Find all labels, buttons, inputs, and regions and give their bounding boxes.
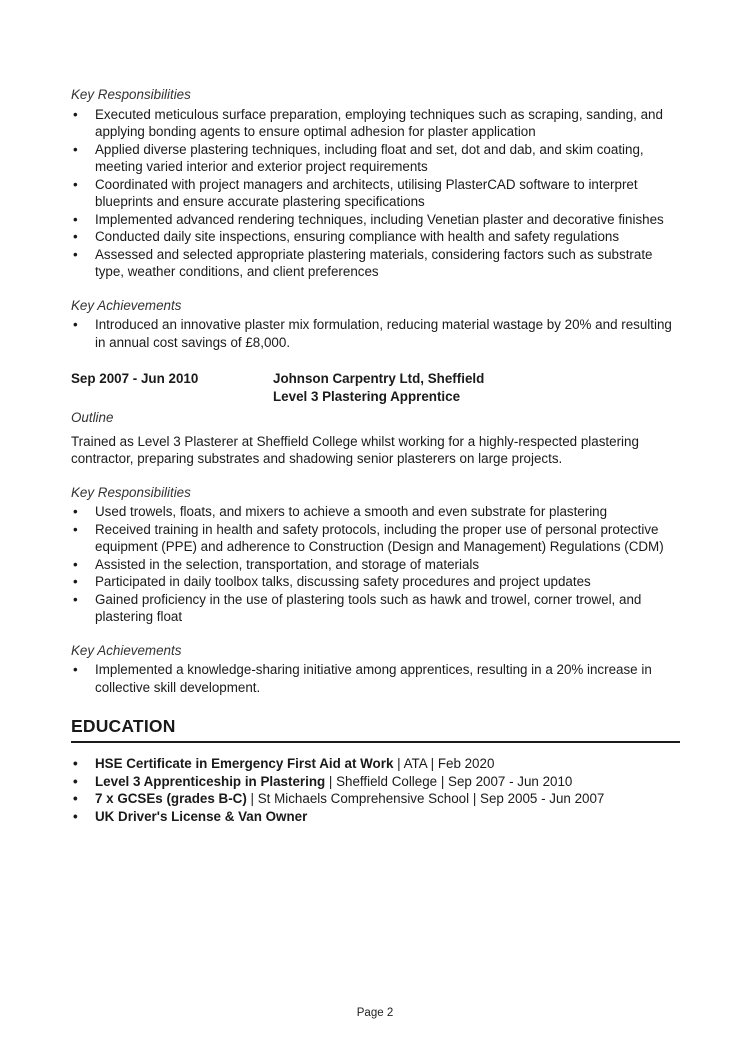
achievements-heading: Key Achievements [71, 642, 182, 658]
list-item [71, 176, 680, 211]
list-item-text: Executed meticulous surface preparation, employing techniques such as scraping, sanding, and applying bonding agents to ensure optimal adhesion for plaster application [95, 106, 663, 139]
list-item [71, 316, 680, 351]
job-employer-block [273, 370, 484, 405]
job2-achievements-list [71, 661, 680, 696]
list-item [71, 246, 680, 281]
job-company: Johnson Carpentry Ltd, Sheffield [273, 371, 485, 386]
job2-responsibilities-list [71, 503, 680, 626]
education-item [71, 773, 680, 791]
education-item [71, 790, 680, 808]
job1-responsibilities-list [71, 106, 680, 281]
bullet-icon: • [73, 808, 78, 824]
bullet-icon: • [73, 791, 78, 806]
list-item-text: Coordinated with project managers and architects, utilising PlasterCAD software to interpret blueprints and ensure accurate plastering specifications [95, 176, 638, 209]
job-title: Level 3 Plastering Apprentice [273, 388, 461, 404]
bullet-icon: • [73, 574, 78, 589]
education-item-details: | St Michaels Comprehensive School | Sep 2005 - Jun 2007 [246, 791, 605, 806]
bullet-icon: • [73, 176, 78, 192]
list-item [71, 556, 680, 574]
bullet-icon: • [73, 591, 78, 607]
responsibilities-heading: Key Responsibilities [71, 484, 191, 500]
education-list [71, 755, 680, 825]
list-item [71, 211, 680, 229]
list-item-text: Gained proficiency in the use of plastering tools such as hawk and trowel, corner trowel, and plastering float [95, 591, 642, 624]
education-item-title: 7 x GCSEs (grades B-C) [95, 791, 247, 806]
job-header [71, 370, 680, 405]
bullet-icon: • [73, 317, 78, 332]
page-number: Page 2 [356, 1007, 394, 1019]
bullet-icon: • [73, 756, 78, 771]
job1-achievements-list [71, 316, 680, 351]
list-item-text: Received training in health and safety protocols, including the proper use of personal protective equipment (PPE) and adherence to Construction (Design and Management) Regulations (CDM) [95, 521, 664, 554]
bullet-icon: • [73, 773, 78, 789]
bullet-icon: • [73, 662, 78, 677]
list-item [71, 521, 680, 556]
list-item [71, 503, 680, 521]
bullet-icon: • [73, 141, 78, 157]
education-item-title: UK Driver's License & Van Owner [95, 808, 308, 824]
responsibilities-heading: Key Responsibilities [71, 87, 191, 102]
list-item [71, 591, 680, 626]
achievements-heading: Key Achievements [71, 297, 182, 313]
list-item [71, 228, 680, 246]
resume-page [71, 86, 680, 825]
education-item [71, 755, 680, 773]
list-item-text: Participated in daily toolbox talks, discussing safety procedures and project updates [95, 574, 591, 589]
bullet-icon: • [73, 246, 78, 262]
education-item-details: | Sheffield College | Sep 2007 - Jun 2010 [325, 773, 573, 789]
education-item-details: | ATA | Feb 2020 [393, 756, 495, 771]
job-dates: Sep 2007 - Jun 2010 [71, 371, 199, 386]
bullet-icon: • [73, 504, 78, 519]
list-item-text: Assisted in the selection, transportation, and storage of materials [95, 556, 480, 572]
bullet-icon: • [73, 521, 78, 537]
education-item-title: HSE Certificate in Emergency First Aid at Work [95, 756, 394, 771]
list-item-text: Introduced an innovative plaster mix formulation, reducing material wastage by 20% and resulting in annual cost savings of £8,000. [95, 317, 672, 350]
list-item [71, 661, 680, 696]
list-item [71, 573, 680, 591]
bullet-icon: • [73, 556, 78, 572]
bullet-icon: • [73, 211, 78, 227]
bullet-icon: • [73, 229, 78, 244]
education-item-title: Level 3 Apprenticeship in Plastering [95, 773, 326, 789]
outline-text: Trained as Level 3 Plasterer at Sheffield College whilst working for a highly-respected plastering contractor, preparing substrates and shadowing senior plasterers on large projects. [71, 433, 639, 466]
education-heading: EDUCATION [71, 715, 680, 743]
education-item [71, 808, 680, 826]
list-item [71, 141, 680, 176]
list-item [71, 106, 680, 141]
outline-heading: Outline [71, 410, 114, 425]
list-item-text: Used trowels, floats, and mixers to achieve a smooth and even substrate for plastering [95, 504, 608, 519]
list-item-text: Applied diverse plastering techniques, including float and set, dot and dab, and skim coating, meeting varied interior and exterior project requirements [95, 141, 644, 174]
list-item-text: Implemented advanced rendering techniques, including Venetian plaster and decorative finishes [95, 211, 664, 227]
list-item-text: Conducted daily site inspections, ensuring compliance with health and safety regulations [95, 229, 620, 244]
list-item-text: Assessed and selected appropriate plastering materials, considering factors such as substrate type, weather conditions, and client preferences [95, 246, 653, 279]
list-item-text: Implemented a knowledge-sharing initiative among apprentices, resulting in a 20% increase in collective skill development. [95, 662, 652, 695]
bullet-icon: • [73, 106, 78, 122]
